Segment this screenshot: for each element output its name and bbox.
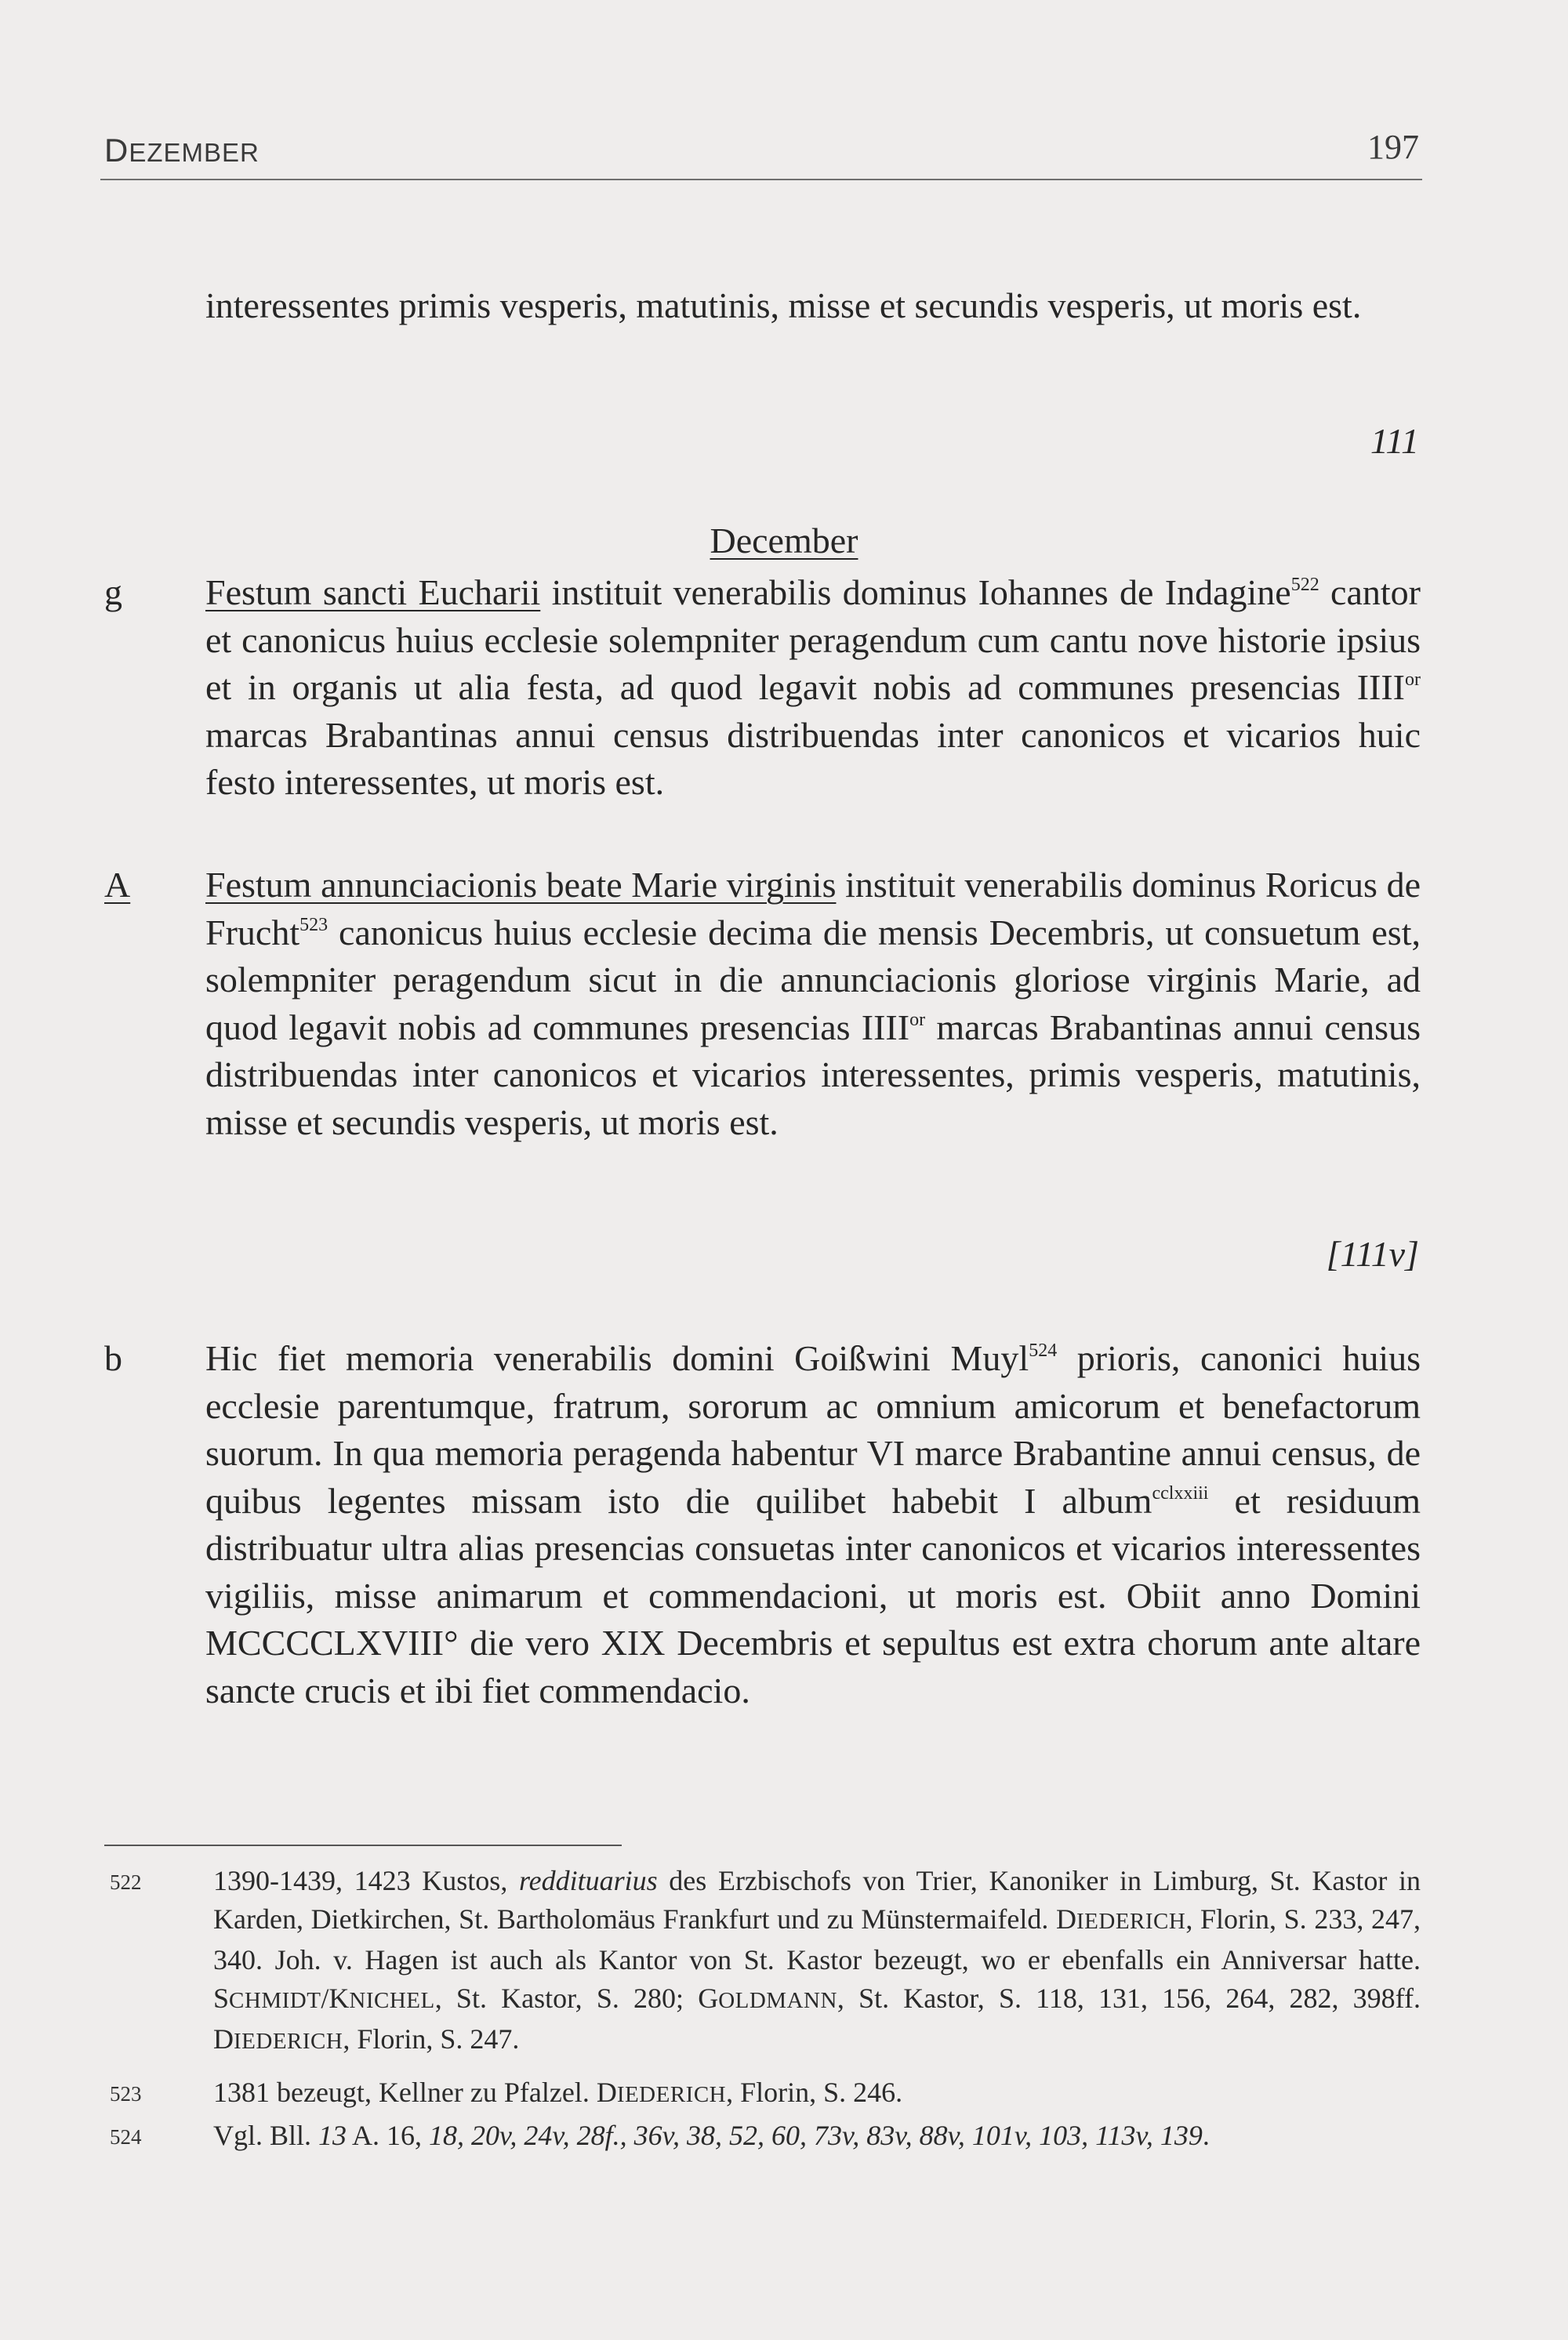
folio-marker: [111v] xyxy=(1326,1234,1419,1274)
footnote-ref-522: 522 xyxy=(1290,575,1319,595)
running-head: DEZEMBER xyxy=(104,132,260,169)
footnote-ref-524: 524 xyxy=(1029,1341,1058,1361)
footnote-number: 522 xyxy=(110,1870,142,1894)
folio-marker: 111 xyxy=(1370,421,1419,461)
calendar-letter-g: g xyxy=(104,572,122,612)
footnote-522: 1390-1439, 1423 Kustos, reddituarius des Erzbischofs von Trier, Kanoniker in Limburg, St. Kastor in Karden, Dietkirchen, St. Bartholomäus Frankfurt und zu Münstermaifeld. DIEDERICH, Florin, S. 233, 247, 340. Joh. v. Hagen ist auch als Kantor von St. Kastor bezeugt, wo er ebenfalls ein Anniversar hatte. SCHMIDT/KNICHEL, St. Kastor, S. 280; GOLDMANN, St. Kastor, S. 118, 131, 156, 264, 282, 398ff. DIEDERICH, Florin, S. 247. xyxy=(213,1865,1421,2055)
entry-memoria-muyl: Hic fiet memoria venerabilis domini Goißwini Muyl$^{524}$ prioris, canonici huius ecclesie parentumque, fratrum, sororum ac omnium amicorum et benefactorum suorum. In qua memoria peragenda habentur VI marce Brabantine annui census, de quibus legentes missam isto die quilibet habebit I album$^{cclxxiii}$ et residuum distribuatur ultra alias presencias consuetas inter canonicos et vicarios interessentes vigiliis, misse animarum et commendacioni, ut moris est. Obiit anno Domini MCCCCLXVIII° die vero XIX Decembris et sepultus est extra chorum ante altare sancte crucis et ibi fiet commendacio. xyxy=(205,1338,1421,1711)
calendar-letter-b: b xyxy=(104,1338,122,1378)
month-heading: December xyxy=(710,521,858,561)
footnote-rule xyxy=(104,1845,622,1846)
entry-festum-eucharii: Festum sancti Eucharii instituit venerabilis dominus Iohannes de Indagine$^{522}$ cantor et canonicus huius ecclesie solempniter peragendum cum cantu nove historie ipsius et in organis ut alia festa, ad quod legavit nobis ad communes presencias $IIII^{or}$ marcas Brabantinas annui census distribuendas inter canonicos et vicarios huic festo interessentes, ut moris est. xyxy=(205,572,1421,802)
footnote-ref-523: 523 xyxy=(299,914,328,935)
header-rule xyxy=(100,179,1422,180)
continuation-paragraph: interessentes primis vesperis, matutinis, misse et secundis vesperis, ut moris est. xyxy=(205,285,1362,325)
footnote-number: 523 xyxy=(110,2082,142,2106)
footnote-number: 524 xyxy=(110,2125,142,2149)
entry-festum-annunciacionis: Festum annunciacionis beate Marie virginis instituit venerabilis dominus Roricus de Frucht$^{523}$ canonicus huius ecclesie decima die mensis Decembris, ut consuetum est, solempniter peragendum sicut in die annunciacionis gloriose virginis Marie, ad quod legavit nobis ad communes presencias $IIII^{or}$ marcas Brabantinas annui census distribuendas inter canonicos et vicarios interessentes, primis vesperis, matutinis, misse et secundis vesperis, ut moris est. xyxy=(205,865,1421,1142)
footnote-523: 1381 bezeugt, Kellner zu Pfalzel. DIEDERICH, Florin, S. 246. xyxy=(213,2077,903,2108)
footnote-524: Vgl. Bll. 13 A. 16, 18, 20v, 24v, 28f., 36v, 38, 52, 60, 73v, 83v, 88v, 101v, 103, 113v, 139. xyxy=(213,2120,1210,2151)
page-number: 197 xyxy=(1367,128,1419,166)
calendar-letter-A: A xyxy=(104,865,131,905)
